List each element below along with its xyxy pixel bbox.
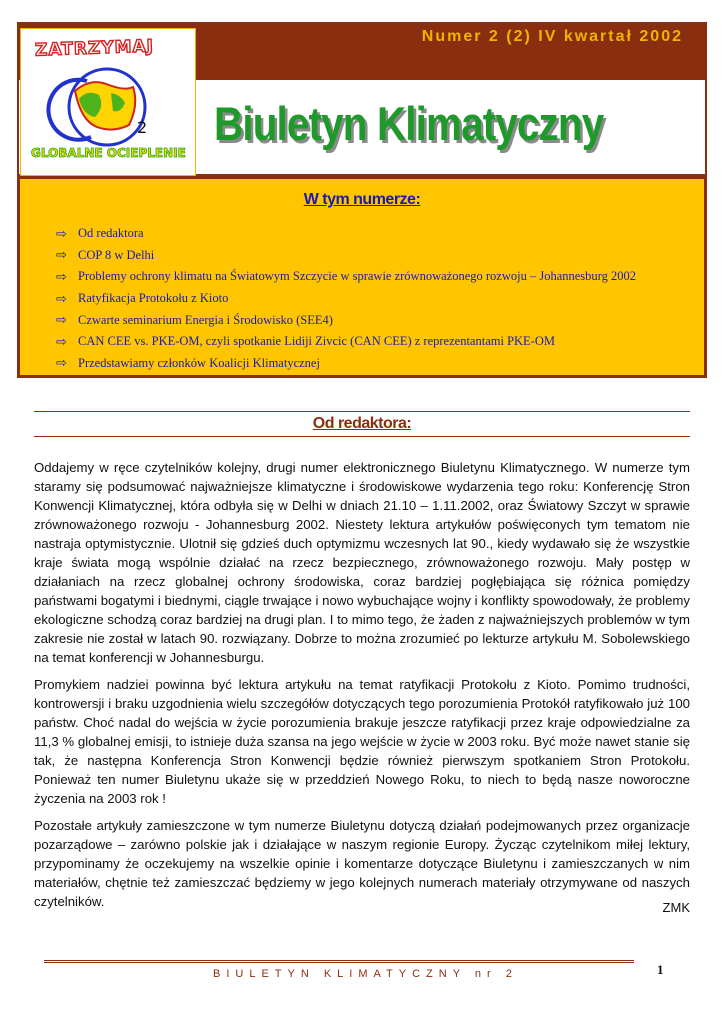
contents-item-label: Ratyfikacja Protokołu z Kioto — [78, 291, 229, 306]
contents-item[interactable] — [56, 353, 636, 375]
section-rule-top — [34, 411, 690, 412]
contents-item[interactable] — [56, 245, 636, 267]
arrow-right-icon: ⇨ — [56, 247, 67, 263]
contents-box — [17, 176, 707, 378]
arrow-right-icon: ⇨ — [56, 312, 67, 328]
contents-item[interactable] — [56, 223, 636, 245]
contents-item-label: Problemy ochrony klimatu na Światowym Szczycie w sprawie zrównoważonego rozwoju – Johannesburg 2002 — [78, 269, 636, 284]
contents-item[interactable] — [56, 331, 636, 353]
contents-item-label: Przedstawiamy członków Koalicji Klimatycznej — [78, 355, 320, 370]
logo-subscript: 2 — [137, 118, 148, 137]
section-rule-bottom — [34, 436, 690, 437]
arrow-right-icon: ⇨ — [56, 268, 67, 284]
section-heading: Od redaktora: — [312, 415, 412, 432]
contents-item[interactable] — [56, 266, 636, 288]
logo-bottom-text: GLOBALNE OCIEPLENIE — [31, 146, 186, 160]
signature: ZMK — [662, 900, 690, 915]
contents-heading: W tym numerze: — [303, 191, 421, 208]
paragraph: Oddajemy w ręce czytelników kolejny, drugi numer elektronicznego Biuletynu Klimatycznego. W numerze tym staramy się podsumować najważniejsze klimatyczne i środowiskowe wydarzenia tego roku: Konferencję Stron Konwencji Klimatycznej, która odbyła się w Delhi w dniach 21.10 – 1.11.2002, oraz Światowy Szczyt w sprawie zrównoważonego rozwoju - Johannesburg 2002. Niestety lektura artykułów poświęconych tym tematom nie nastraja optymistycznie. Ulotnił się gdzieś duch optymizmu wczesnych lat 90., kiedy wydawało się że wszystkie kraje świata mogą wspólnie działać na rzecz bezpiecznego, zrównoważonego rozwoju. Mały postęp w działaniach na rzecz globalnej ochrony środowiska, coraz bardziej pogłębiająca się różnica pomiędzy państwami bogatymi i biednymi, ciągle trwające i nowo wybuchające wojny i konflikty spowodowały, że problemy ekologiczne schodzą coraz bardziej na drugi plan. I to mimo tego, że żaden z najważniejszych problemów w tym zakresie nie został w latach 90. rozwiązany. Dobrze to można zrozumieć po lekturze artykułu M. Sobolewskiego na temat konferencji w Johannesburgu. — [34, 460, 690, 665]
contents-item[interactable] — [56, 309, 636, 331]
footer-rule — [44, 960, 634, 963]
globe-logo-icon — [21, 29, 197, 177]
contents-item-label: Czwarte seminarium Energia i Środowisko (SEE4) — [78, 312, 333, 327]
contents-item-label: CAN CEE vs. PKE-OM, czyli spotkanie Lidiji Zivcic (CAN CEE) z reprezentantami PKE-OM — [78, 334, 555, 349]
footer-text: BIULETYN KLIMATYCZNY nr 2 — [213, 968, 518, 980]
paragraph: Pozostałe artykuły zamieszczone w tym numerze Biuletynu dotyczą działań podejmowanych przez organizacje pozarządowe – zarówno polskie jak i działające w naszym regionie Europy. Życząc czytelnikom miłej lektury, przypominamy że oczekujemy na wszelkie opinie i komentarze dotyczące Biuletynu i zamieszczanych w nim materiałów, chętnie też zamieszczać będziemy w jego kolejnych numerach materiały otrzymywane od naszych czytelników. — [34, 818, 690, 909]
arrow-right-icon: ⇨ — [56, 355, 67, 371]
logo — [20, 28, 196, 176]
issue-number: Numer 2 (2) IV kwartał 2002 — [421, 28, 683, 45]
logo-top-text: ZATRZYMAJ — [34, 36, 155, 61]
arrow-right-icon: ⇨ — [56, 225, 67, 241]
contents-list — [56, 223, 636, 374]
contents-item-label: Od redaktora — [78, 226, 144, 241]
page-number: 1 — [657, 962, 664, 977]
contents-item[interactable] — [56, 288, 636, 310]
arrow-right-icon: ⇨ — [56, 333, 67, 349]
arrow-right-icon: ⇨ — [56, 290, 67, 306]
paragraph: Promykiem nadziei powinna być lektura artykułu na temat ratyfikacji Protokołu z Kioto. Pomimo trudności, kontrowersji i braku uzgodnienia wielu szczegółów dotyczących tego porozumienia Protokół ratyfikowało już 100 państw. Choć nadal do wejścia w życie porozumienia brakuje jeszcze ratyfikacji przez kraje odpowiedzialne za 11,3 % globalnej emisji, to istnieje duża szansa na jego wejście w życie w 2003 roku. Być może nawet stanie się tak, że następna Konferencja Stron Konwencji będzie również pierwszym spotkaniem Stron Protokołu. Ponieważ ten numer Biuletynu ukaże się w przeddzień Nowego Roku, to niech to będą nasze noworoczne życzenia na 2003 rok ! — [34, 677, 690, 806]
contents-item-label: COP 8 w Delhi — [78, 247, 155, 262]
editorial-article — [34, 458, 690, 919]
bulletin-title: Biuletyn Klimatyczny — [214, 97, 604, 150]
